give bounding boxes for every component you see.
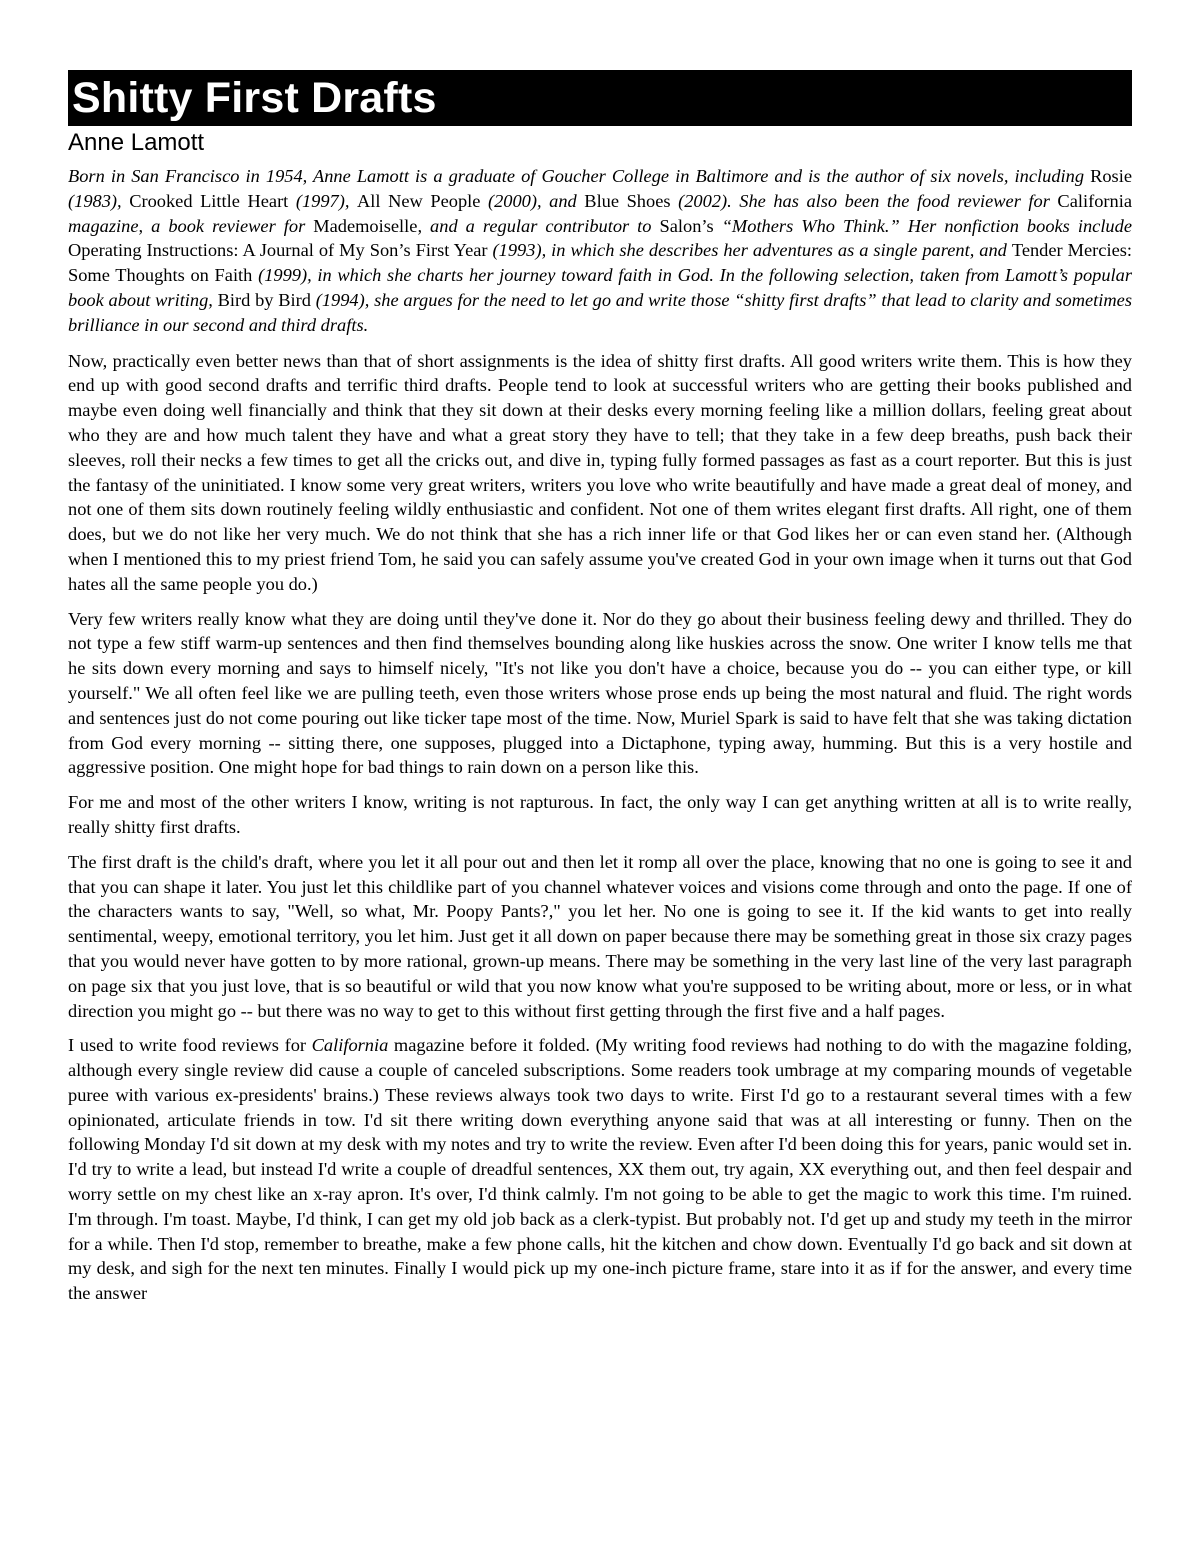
intro-run: Crooked Little Heart	[129, 190, 289, 211]
body-paragraph: Very few writers really know what they are doing until they've done it. Nor do they go about their business feeling dewy and thrilled. They do not type a few stiff warm-up sentences and then find themselves bounding along like huskies across the snow. One writer I know tells me that he sits down every morning and says to himself nicely, "It's not like you don't have a choice, because you do -- you can either type, or kill yourself." We all often feel like we are pulling teeth, even those writers whose prose ends up being the most natural and fluid. The right words and sentences just do not come pouring out like ticker tape most of the time. Now, Muriel Spark is said to have felt that she was taking dictation from God every morning -- sitting there, one supposes, plugged into a Dictaphone, typing away, humming. But this is a very hostile and aggressive position. One might hope for bad things to rain down on a person like this.	[68, 608, 1132, 778]
intro-run: “Mothers Who Think.” Her nonfiction books include	[713, 215, 1132, 236]
intro-run: (1997),	[288, 190, 358, 211]
intro-run: (1983),	[68, 190, 130, 211]
intro-run: Bird by Bird	[217, 289, 311, 310]
intro-run: (1999), in which she charts her journey toward faith in God. In the following selection, taken from Lamott’s popular book about writing,	[68, 265, 1132, 310]
intro-run: , and a regular contributor to	[417, 215, 660, 236]
intro-run: Mademoiselle	[313, 215, 418, 236]
body-paragraph: For me and most of the other writers I know, writing is not rapturous. In fact, the only way I can get anything written at all is to write really, really shitty first drafts.	[68, 792, 1132, 837]
intro-run: Born in San Francisco in 1954, Anne Lamott is a graduate of Goucher College in Baltimore and is the author of six novels, including	[68, 166, 1091, 186]
document-title: Shitty First Drafts	[68, 70, 1132, 126]
intro-run: California	[1057, 190, 1132, 211]
intro-run: Blue Shoes	[584, 190, 671, 211]
intro-run: Rosie	[1090, 166, 1132, 186]
intro-run: (2000), and	[480, 190, 585, 211]
document-page	[68, 70, 1132, 1316]
intro-run: (1994), she argues for the need to let go and write those “shitty first drafts” that lead to clarity and sometimes brilliance in our second and third drafts.	[68, 289, 1132, 335]
intro-run: (1993), in which she describes her adventures as a single parent, and	[487, 240, 1012, 261]
body-paragraph: Now, practically even better news than that of short assignments is the idea of shitty first drafts. All good writers write them. This is how they end up with good second drafts and terrific third drafts. People tend to look at successful writers who are getting their books published and maybe even doing well financially and think that they sit down at their desks every morning feeling like a million dollars, feeling great about who they are and how much talent they have and what a great story they have to tell; that they take in a few deep breaths, push back their sleeves, roll their necks a few times to get all the cricks out, and dive in, typing fully formed passages as fast as a court reporter. But this is just the fantasy of the uninitiated. I know some very great writers, writers you love who write beautifully and have made a great deal of money, and not one of them sits down routinely feeling wildly enthusiastic and confident. Not one of them writes elegant first drafts. All right, one of them does, but we do not like her very much. We do not think that she has a rich inner life or that God likes her or can even stand her. (Although when I mentioned this to my priest friend Tom, he said you can safely assume you've created God in your own image when it turns out that God hates all the same people you do.)	[68, 350, 1132, 594]
intro-run: Tender Mercies: Some Thoughts on Faith	[68, 240, 1133, 286]
body-run: California	[311, 1035, 389, 1056]
body-paragraph: The first draft is the child's draft, where you let it all pour out and then let it romp all over the place, knowing that no one is going to see it and that you can shape it later. You just let this childlike part of you channel whatever voices and visions come through and onto the page. If one of the characters wants to say, "Well, so what, Mr. Poopy Pants?," you let her. No one is going to see it. If the kid wants to get into really sentimental, weepy, emotional territory, you let him. Just get it all down on paper because there may be something great in those six crazy pages that you would never have gotten to by more rational, grown-up means. There may be something in the very last line of the very last paragraph on page six that you just love, that is so beautiful or wild that you now know what you're supposed to be writing about, more or less, or in what direction you might go -- but there was no way to get to this without first getting through the first five and a half pages.	[68, 851, 1132, 1021]
intro-run: magazine, a book reviewer for	[68, 215, 314, 236]
body-run: magazine before it folded. (My writing food reviews had nothing to do with the magazine folding, although every single review did cause a couple of canceled subscriptions. Some readers took umbrage at my comparing mounds of vegetable puree with various ex-presidents' brains.) These reviews always took two days to write. First I'd go to a restaurant several times with a few opinionated, articulate friends in tow. I'd sit there writing down everything anyone said that was at all interesting or funny. Then on the following Monday I'd sit down at my desk with my notes and try to write the review. Even after I'd been doing this for years, panic would set in. I'd try to write a lead, but instead I'd write a couple of dreadful sentences, XX them out, try again, XX everything out, and then feel despair and worry settle on my chest like an x-ray apron. It's over, I'd think calmly. I'm not going to be able to get the magic to work this time. I'm ruined. I'm through. I'm toast. Maybe, I'd think, I can get my old job back as a clerk-typist. But probably not. I'd get up and study my teeth in the mirror for a while. Then I'd stop, remember to breathe, make a few phone calls, hit the kitchen and chow down. Eventually I'd go back and sit down at my desk, and sigh for the next ten minutes. Finally I would pick up my one-inch picture frame, stare into it as if for the answer, and every time the answer	[68, 1035, 1133, 1304]
intro-run: Operating Instructions: A Journal of My Son’s First Year	[68, 240, 488, 261]
body-paragraph	[68, 1033, 1132, 1306]
intro-run: Salon’s	[659, 215, 714, 236]
body-run: I used to write food reviews for	[68, 1035, 312, 1056]
intro-run: (2002). She has also been the food reviewer for	[670, 190, 1058, 211]
author-name: Anne Lamott	[68, 129, 205, 156]
intro-run: All New People	[357, 190, 481, 211]
intro-paragraph	[68, 164, 1132, 338]
